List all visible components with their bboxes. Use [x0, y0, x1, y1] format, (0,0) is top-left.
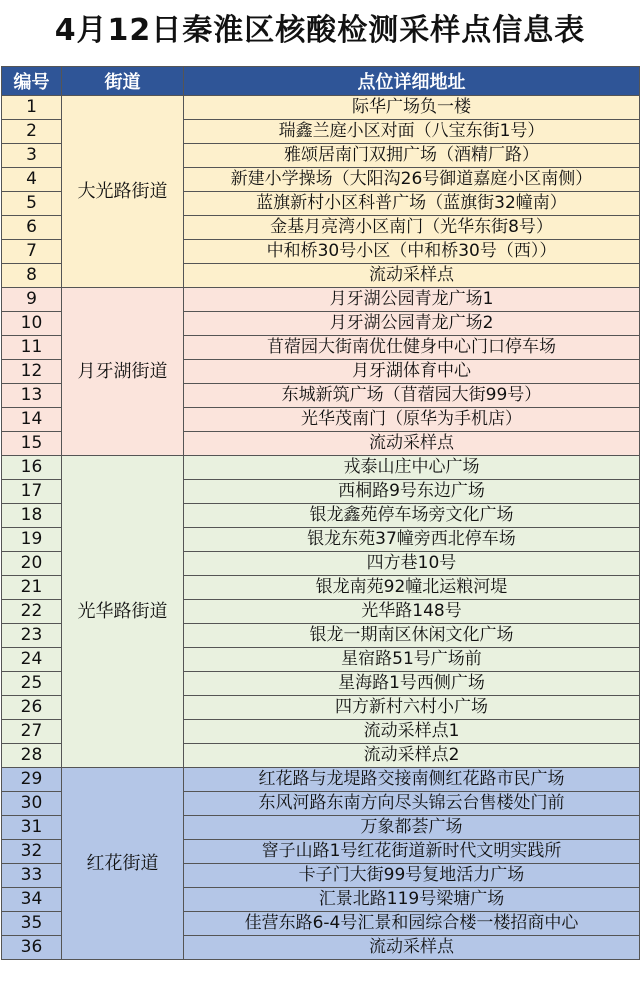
header-no: 编号: [2, 67, 62, 96]
row-number: 33: [2, 864, 62, 888]
site-address: 流动采样点: [184, 936, 640, 960]
table-body: [2, 96, 640, 960]
row-number: 16: [2, 456, 62, 480]
site-address: 银龙南苑92幢北运粮河堤: [184, 576, 640, 600]
page-title: 4月12日秦淮区核酸检测采样点信息表: [54, 13, 586, 48]
table-row: [2, 768, 640, 792]
site-address: 蓝旗新村小区科普广场（蓝旗街32幢南）: [184, 192, 640, 216]
site-address: 金基月亮湾小区南门（光华东街8号）: [184, 216, 640, 240]
site-address: 银龙东苑37幢旁西北停车场: [184, 528, 640, 552]
site-address: 月牙湖公园青龙广场2: [184, 312, 640, 336]
row-number: 8: [2, 264, 62, 288]
site-address: 光华路148号: [184, 600, 640, 624]
table-row: [2, 456, 640, 480]
site-address: 万象都荟广场: [184, 816, 640, 840]
site-address: 际华广场负一楼: [184, 96, 640, 120]
row-number: 13: [2, 384, 62, 408]
row-number: 10: [2, 312, 62, 336]
row-number: 18: [2, 504, 62, 528]
site-address: 佳营东路6-4号汇景和园综合楼一楼招商中心: [184, 912, 640, 936]
row-number: 17: [2, 480, 62, 504]
street-name: 红花街道: [62, 768, 184, 960]
table-row: [2, 288, 640, 312]
row-number: 20: [2, 552, 62, 576]
row-number: 14: [2, 408, 62, 432]
street-name: 大光路街道: [62, 96, 184, 288]
header-street: 街道: [62, 67, 184, 96]
table-header-row: [2, 67, 640, 96]
row-number: 32: [2, 840, 62, 864]
site-address: 汇景北路119号梁塘广场: [184, 888, 640, 912]
site-address: 西桐路9号东边广场: [184, 480, 640, 504]
row-number: 5: [2, 192, 62, 216]
site-address: 光华茂南门（原华为手机店）: [184, 408, 640, 432]
site-address: 戎泰山庄中心广场: [184, 456, 640, 480]
site-address: 四方新村六村小广场: [184, 696, 640, 720]
street-name: 光华路街道: [62, 456, 184, 768]
site-address: 中和桥30号小区（中和桥30号（西））: [184, 240, 640, 264]
site-address: 瑞鑫兰庭小区对面（八宝东街1号）: [184, 120, 640, 144]
row-number: 34: [2, 888, 62, 912]
row-number: 2: [2, 120, 62, 144]
row-number: 9: [2, 288, 62, 312]
row-number: 26: [2, 696, 62, 720]
site-address: 星宿路51号广场前: [184, 648, 640, 672]
site-address: 卡子门大街99号复地活力广场: [184, 864, 640, 888]
site-address: 流动采样点2: [184, 744, 640, 768]
header-address: 点位详细地址: [184, 67, 640, 96]
row-number: 22: [2, 600, 62, 624]
site-address: 新建小学操场（大阳沟26号御道嘉庭小区南侧）: [184, 168, 640, 192]
site-address: 窨子山路1号红花街道新时代文明实践所: [184, 840, 640, 864]
row-number: 30: [2, 792, 62, 816]
row-number: 3: [2, 144, 62, 168]
row-number: 25: [2, 672, 62, 696]
site-address: 银龙鑫苑停车场旁文化广场: [184, 504, 640, 528]
site-address: 东风河路东南方向尽头锦云台售楼处门前: [184, 792, 640, 816]
row-number: 12: [2, 360, 62, 384]
row-number: 7: [2, 240, 62, 264]
row-number: 4: [2, 168, 62, 192]
row-number: 31: [2, 816, 62, 840]
row-number: 11: [2, 336, 62, 360]
row-number: 1: [2, 96, 62, 120]
sampling-site-table: [1, 66, 640, 960]
row-number: 35: [2, 912, 62, 936]
table-row: [2, 96, 640, 120]
site-address: 星海路1号西侧广场: [184, 672, 640, 696]
row-number: 21: [2, 576, 62, 600]
site-address: 红花路与龙堤路交接南侧红花路市民广场: [184, 768, 640, 792]
site-address: 银龙一期南区休闲文化广场: [184, 624, 640, 648]
site-address: 东城新筑广场（苜蓿园大街99号）: [184, 384, 640, 408]
site-address: 雅颂居南门双拥广场（酒精厂路）: [184, 144, 640, 168]
row-number: 19: [2, 528, 62, 552]
row-number: 23: [2, 624, 62, 648]
site-address: 苜蓿园大街南优仕健身中心门口停车场: [184, 336, 640, 360]
site-address: 流动采样点: [184, 264, 640, 288]
row-number: 6: [2, 216, 62, 240]
site-address: 月牙湖公园青龙广场1: [184, 288, 640, 312]
row-number: 28: [2, 744, 62, 768]
site-address: 月牙湖体育中心: [184, 360, 640, 384]
row-number: 24: [2, 648, 62, 672]
row-number: 36: [2, 936, 62, 960]
site-address: 四方巷10号: [184, 552, 640, 576]
site-address: 流动采样点: [184, 432, 640, 456]
site-address: 流动采样点1: [184, 720, 640, 744]
row-number: 15: [2, 432, 62, 456]
row-number: 27: [2, 720, 62, 744]
street-name: 月牙湖街道: [62, 288, 184, 456]
row-number: 29: [2, 768, 62, 792]
